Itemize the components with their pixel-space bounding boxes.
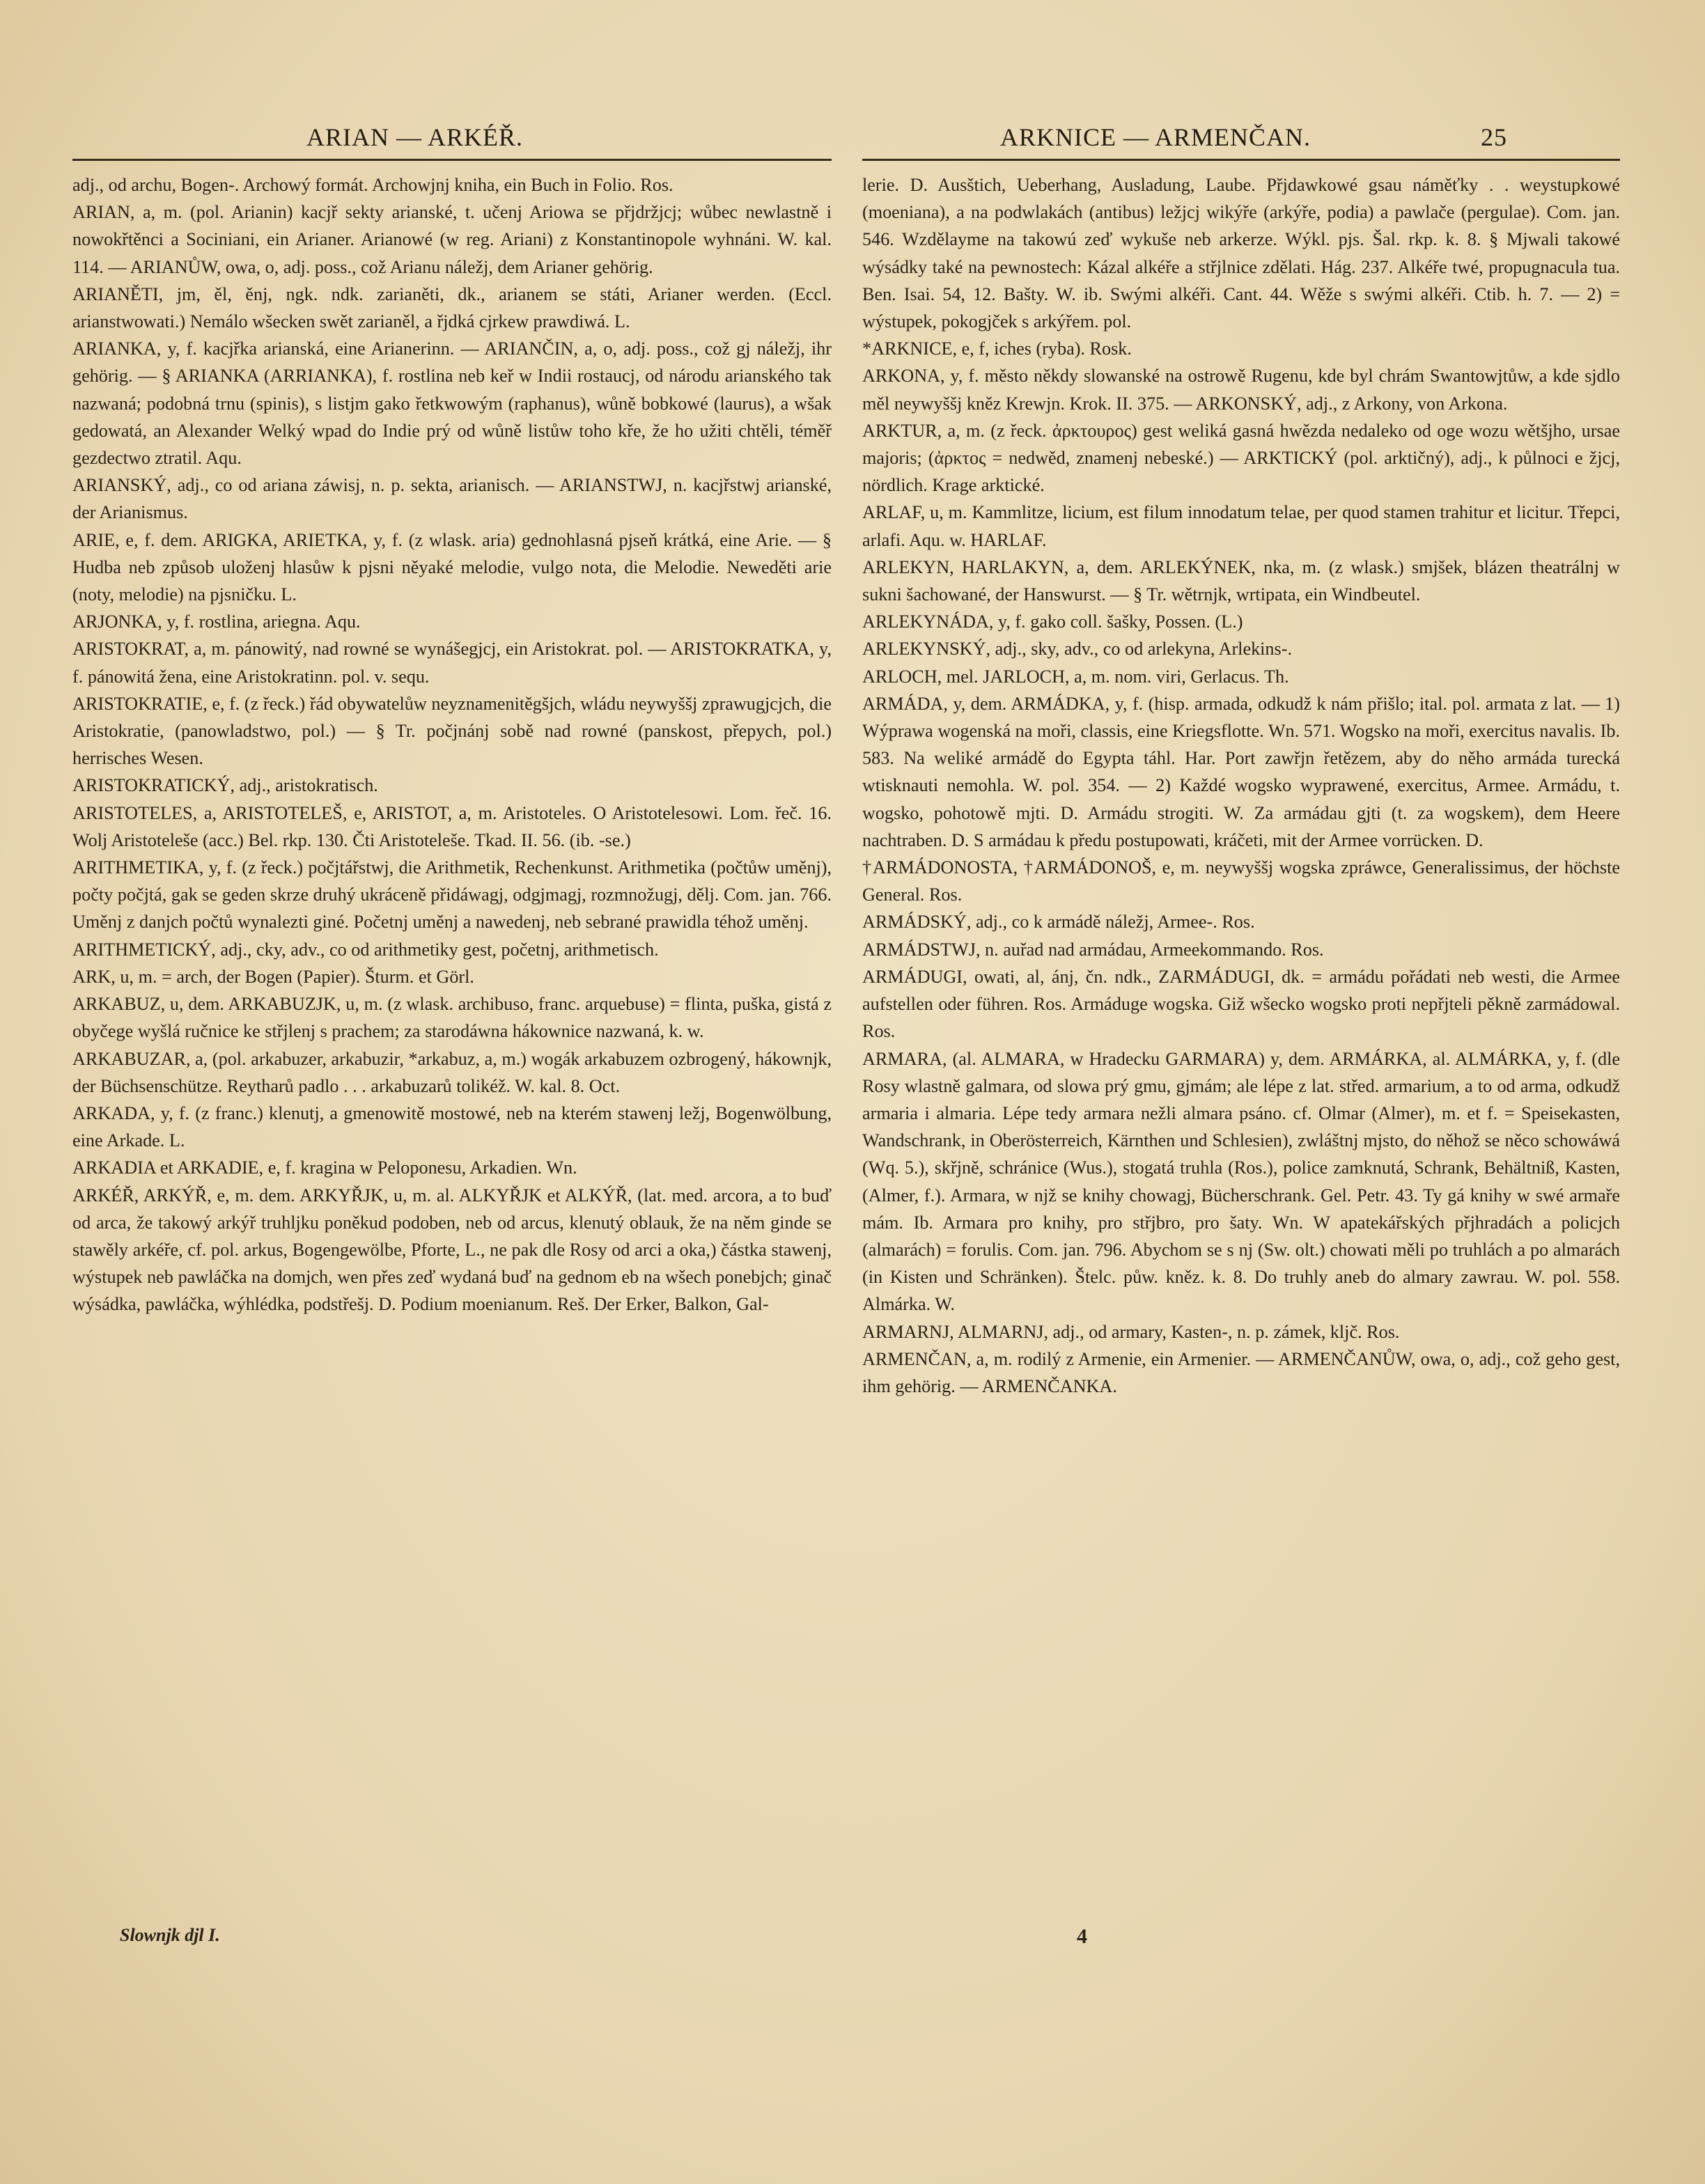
dictionary-entry: ARMENČAN, a, m. rodilý z Armenie, ein Armenier. — ARMENČANŮW, owa, o, adj., což geho gest, ihm gehörig. — ARMENČANKA.: [862, 1348, 1620, 1396]
dictionary-entry: †ARMÁDONOSTA, †ARMÁDONOŠ, e, m. neywyššj wogska zpráwce, Generalissimus, der höchste General. Ros.: [862, 857, 1620, 905]
dictionary-entry: ARKADIA et ARKADIE, e, f. kragina w Peloponesu, Arkadien. Wn.: [72, 1157, 577, 1178]
dictionary-entry: ARKABUZ, u, dem. ARKABUZJK, u, m. (z wlask. archibuso, franc. arquebuse) = flinta, puška, gistá z obyčege wyšlá ručnice ke střjlenj s prachem; za starodáwna hákownice nazwaná, k. w.: [72, 994, 832, 1042]
dictionary-entry: ARLAF, u, m. Kammlitze, licium, est filum innodatum telae, per quod stamen trahitur et licitur. Třepci, arlafi. Aqu. w. HARLAF.: [862, 502, 1620, 550]
dictionary-entry: ARISTOKRAT, a, m. pánowitý, nad rowné se wynášegjcj, ein Aristokrat. pol. — ARISTOKRATKA, y, f. pánowitá žena, eine Aristokratinn. pol. v. sequ.: [72, 639, 832, 687]
running-head-right: ARKNICE — ARMENČAN.: [1000, 123, 1311, 151]
dictionary-entry: adj., od archu, Bogen-. Archowý formát. Archowjnj kniha, ein Buch in Folio. Ros.: [72, 175, 674, 195]
dictionary-entry: ARKABUZAR, a, (pol. arkabuzer, arkabuzir, *arkabuz, a, m.) wogák arkabuzem ozbrogený, hákownjk, der Büchsenschütze. Reytharů padlo . . . arkabuzarů tolikéž. W. kal. 8. Oct.: [72, 1048, 832, 1096]
dictionary-entry: ARMÁDA, y, dem. ARMÁDKA, y, f. (hisp. armada, odkudž k nám přišlo; ital. pol. armata z lat. — 1) Wýprawa wogenská na moři, classis, eine Kriegsflotte. Wn. 571. Wogsko na moři, exercitus navalis. Ib. 583. Na weliké armádě do Egypta táhl. Har. Port zawřjn řetězem, aby do něho armáda turecká wtisknauti nemohla. W. pol. 354. — 2) Každé wogsko wyprawené, exercitus, Armee. Armádu, t. wogsko, pohotowě mjti. D. Armádu strogiti. W. Za armádau gjti (t. za wogskem), dem Heere nachtraben. D. S armádau k předu postupowati, kráčeti, mit der Armee vorrücken. D.: [862, 693, 1620, 850]
dictionary-entry: ARMARA, (al. ALMARA, w Hradecku GARMARA) y, dem. ARMÁRKA, al. ALMÁRKA, y, f. (dle Rosy wlastně galmara, od slowa prý gmu, gjmám; ale lépe z lat. střed. armarium, a to od arma, odkudž armaria i almaria. Lépe tedy armara nežli almara psáno. cf. Olmar (Almer), m. et f. = Speisekasten, Wandschrank, in Oberösterreich, Kärnthen und Schlesien), zwláštnj mjsto, do něhož se něco schowáwá (Wq. 5.), skřjně, schránice (Wus.), stogatá truhla (Ros.), police zamknutá, Schrank, Behältniß, Kasten, (Almer, f.). Armara, w njž se knihy chowagj, Bücherschrank. Gel. Petr. 43. Ty gá knihy w swé armaře mám. Ib. Armara pro knihy, pro střjbro, pro šaty. Wn. W apatekářských přjhradách a policjch (almarách) = forulis. Com. jan. 796. Abychom se s nj (Sw. olt.) chowati měli po truhlách a po almarách (in Kisten und Schränken). Štelc. půw. kněz. k. 8. Do truhly aneb do almary zawrau. W. pol. 558. Almárka. W.: [862, 1048, 1620, 1315]
dictionary-entry: ARK, u, m. = arch, der Bogen (Papier). Šturm. et Görl.: [72, 966, 474, 987]
header-rule-left: [72, 159, 832, 161]
dictionary-entry: ARIE, e, f. dem. ARIGKA, ARIETKA, y, f. (z wlask. aria) gednohlasná pjseň krátká, eine Arie. — § Hudba neb způsob uloženj hlasůw k pjsni něyaké melodie, vulgo nota, die Melodie. Neweděti arie (noty, melodie) na pjsničku. L.: [72, 529, 832, 605]
dictionary-entry: ARISTOKRATICKÝ, adj., aristokratisch.: [72, 775, 378, 796]
dictionary-entry: ARLEKYN, HARLAKYN, a, dem. ARLEKÝNEK, nka, m. (z wlask.) smjšek, blázen theatrálnj w sukni šachowané, der Hanswurst. — § Tr. wětrnjk, wrtipata, ein Windbeutel.: [862, 556, 1620, 605]
dictionary-entry: ARITHMETIKA, y, f. (z řeck.) počjtářstwj, die Arithmetik, Rechenkunst. Arithmetika (počtůw uměnj), počty počjtá, gak se geden skrze druhý ukráceně přidáwagj, odgjmagj, rozmnožugj, dělj. Com. jan. 766. Uměnj z danjch počtů wynalezti giné. Početnj uměnj a nawedenj, neb sebrané prawidla téhož uměnj.: [72, 857, 832, 933]
right-column: [862, 171, 1620, 1400]
dictionary-entry: ARMÁDUGI, owati, al, ánj, čn. ndk., ZARMÁDUGI, dk. = armádu pořádati neb westi, die Armee aufstellen oder führen. Ros. Armáduge wogska. Giž wšecko wogsko proti nepřjteli pěkně zarmádowal. Ros.: [862, 966, 1620, 1042]
header-rule-right: [862, 159, 1620, 161]
dictionary-entry: ARMARNJ, ALMARNJ, adj., od armary, Kasten-, n. p. zámek, kljč. Ros.: [862, 1321, 1400, 1342]
dictionary-entry: ARITHMETICKÝ, adj., cky, adv., co od arithmetiky gest, početnj, arithmetisch.: [72, 939, 659, 960]
page-number: 25: [1481, 123, 1507, 151]
dictionary-entry: ARIANĚTI, jm, ěl, ěnj, ngk. ndk. zarianěti, dk., arianem se státi, Arianer werden. (Eccl. arianstwowati.) Nemálo wšecken swět zarianěl, a řjdká cjrkew prawdiwá. L.: [72, 283, 832, 332]
dictionary-entry: ARIANKA, y, f. kacjřka arianská, eine Arianerinn. — ARIANČIN, a, o, adj. poss., což gj náležj, ihr gehörig. — § ARIANKA (ARRIANKA), f. rostlina neb keř w Indii rostaucj, od národu arianského tak nazwaná; podobná trnu (spinis), s listjm gako řetkwowým (raphanus), wůně bobkowé (laurus), a wšak gedowatá, an Alexander Welký wpad do Indie prý od wůně listůw toho kře, že ho užiti chtěli, téměř gezdectwo ztratil. Aqu.: [72, 338, 832, 469]
dictionary-entry: ARIANSKÝ, adj., co od ariana záwisj, n. p. sekta, arianisch. — ARIANSTWJ, n. kacjřstwj arianské, der Arianismus.: [72, 475, 832, 523]
dictionary-entry: ARLOCH, mel. JARLOCH, a, m. nom. viri, Gerlacus. Th.: [862, 666, 1289, 687]
dictionary-entry: ARIAN, a, m. (pol. Arianin) kacjř sekty arianské, t. učenj Ariowa se přjdržjcj; wůbec newlastně i nowokřtěnci a Sociniani, ein Arianer. Arianowé (w reg. Ariani) z Konstantinopole wyhnáni. W. kal. 114. — ARIANŮW, owa, o, adj. poss., což Arianu náležj, dem Arianer gehörig.: [72, 202, 832, 277]
dictionary-entry: ARLEKYNÁDA, y, f. gako coll. šašky, Possen. (L.): [862, 611, 1243, 632]
dictionary-entry: lerie. D. Ausštich, Ueberhang, Ausladung, Laube. Přjdawkowé gsau náměťky . . weystupkowé (moeniana), a na podwlakách (antibus) ležjcj wikýře (arkýře, podia) a pawlače (pergulae). Com. jan. 546. Wzdělayme na takowú zeď wykuše neb arkerze. Wýkl. pjs. Šal. rkp. k. 8. § Mjwali takowé wýsádky také na pewnostech: Kázal alkéře a střjlnice zdělati. Hág. 237. Alkéře twé, propugnacula tua. Ben. Isai. 54, 12. Bašty. W. ib. Swými alkéři. Cant. 44. Wěže s swými alkéři. Ctib. h. 7. — 2) = wýstupek, pokogjček s arkýřem. pol.: [862, 175, 1620, 332]
dictionary-entry: ARKÉŘ, ARKÝŘ, e, m. dem. ARKYŘJK, u, m. al. ALKYŘJK et ALKÝŘ, (lat. med. arcora, a to buď od arca, že takowý arkýř truhljku poněkud podoben, neb od arcus, klenutý oblauk, že na něm ginde se stawěly arkéře, cf. pol. arkus, Bogengewölbe, Pforte, L., ne pak dle Rosy od arci a oka,) částka stawenj, wýstupek neb pawláčka na domjch, wen přes zeď wydaná buď na gednom eb na wšech ponebjch; ginač wýsádka, pawláčka, wýhlédka, podstřešj. D. Podium moenianum. Reš. Der Erker, Balkon, Gal-: [72, 1185, 832, 1315]
dictionary-entry: ARKONA, y, f. město někdy slowanské na ostrowě Rugenu, kde byl chrám Swantowjtůw, a kde sjdlo měl neywyššj kněz Krewjn. Krok. II. 375. — ARKONSKÝ, adj., z Arkony, von Arkona.: [862, 366, 1620, 414]
sheet-number: 4: [1077, 1925, 1087, 1948]
dictionary-entry: ARMÁDSKÝ, adj., co k armádě náležj, Armee-. Ros.: [862, 912, 1255, 933]
dictionary-entry: ARMÁDSTWJ, n. auřad nad armádau, Armeekommando. Ros.: [862, 939, 1324, 960]
dictionary-entry: ARISTOKRATIE, e, f. (z řeck.) řád obywatelůw neyznamenitěgšjch, wládu neywyššj zprawugjcjch, die Aristokratie, (panowladstwo, pol.) — § Tr. počjnánj sobě nad rowné (panskost, přepych, pol.) herrisches Wesen.: [72, 693, 832, 769]
dictionary-entry: ARKADA, y, f. (z franc.) klenutj, a gmenowitě mostowé, neb na kterém stawenj ležj, Bogenwölbung, eine Arkade. L.: [72, 1102, 832, 1151]
dictionary-entry: ARJONKA, y, f. rostlina, ariegna. Aqu.: [72, 611, 361, 632]
signature-line: Slownjk djl I.: [120, 1925, 220, 1945]
left-column: [72, 171, 832, 1318]
dictionary-entry: ARLEKYNSKÝ, adj., sky, adv., co od arlekyna, Arlekins-.: [862, 639, 1292, 660]
running-head-left: ARIAN — ARKÉŘ.: [306, 123, 524, 151]
dictionary-entry: ARISTOTELES, a, ARISTOTELEŠ, e, ARISTOT, a, m. Aristoteles. O Aristotelesowi. Lom. řeč. 16. Wolj Aristoteleše (acc.) Bel. rkp. 130. Čti Aristoteleše. Tkad. II. 56. (ib. -se.): [72, 802, 832, 850]
dictionary-entry: ARKTUR, a, m. (z řeck. ἀρκτουρος) gest weliká gasná hwězda nedaleko od oge wozu wětšjho, ursae majoris; (ἀρκτος = nedwěd, znamenj nebeské.) — ARKTICKÝ (pol. arktičný), adj., k půlnoci e žjcj, nördlich. Krage arktické.: [862, 420, 1620, 496]
dictionary-entry: *ARKNICE, e, f, iches (ryba). Rosk.: [862, 338, 1132, 359]
